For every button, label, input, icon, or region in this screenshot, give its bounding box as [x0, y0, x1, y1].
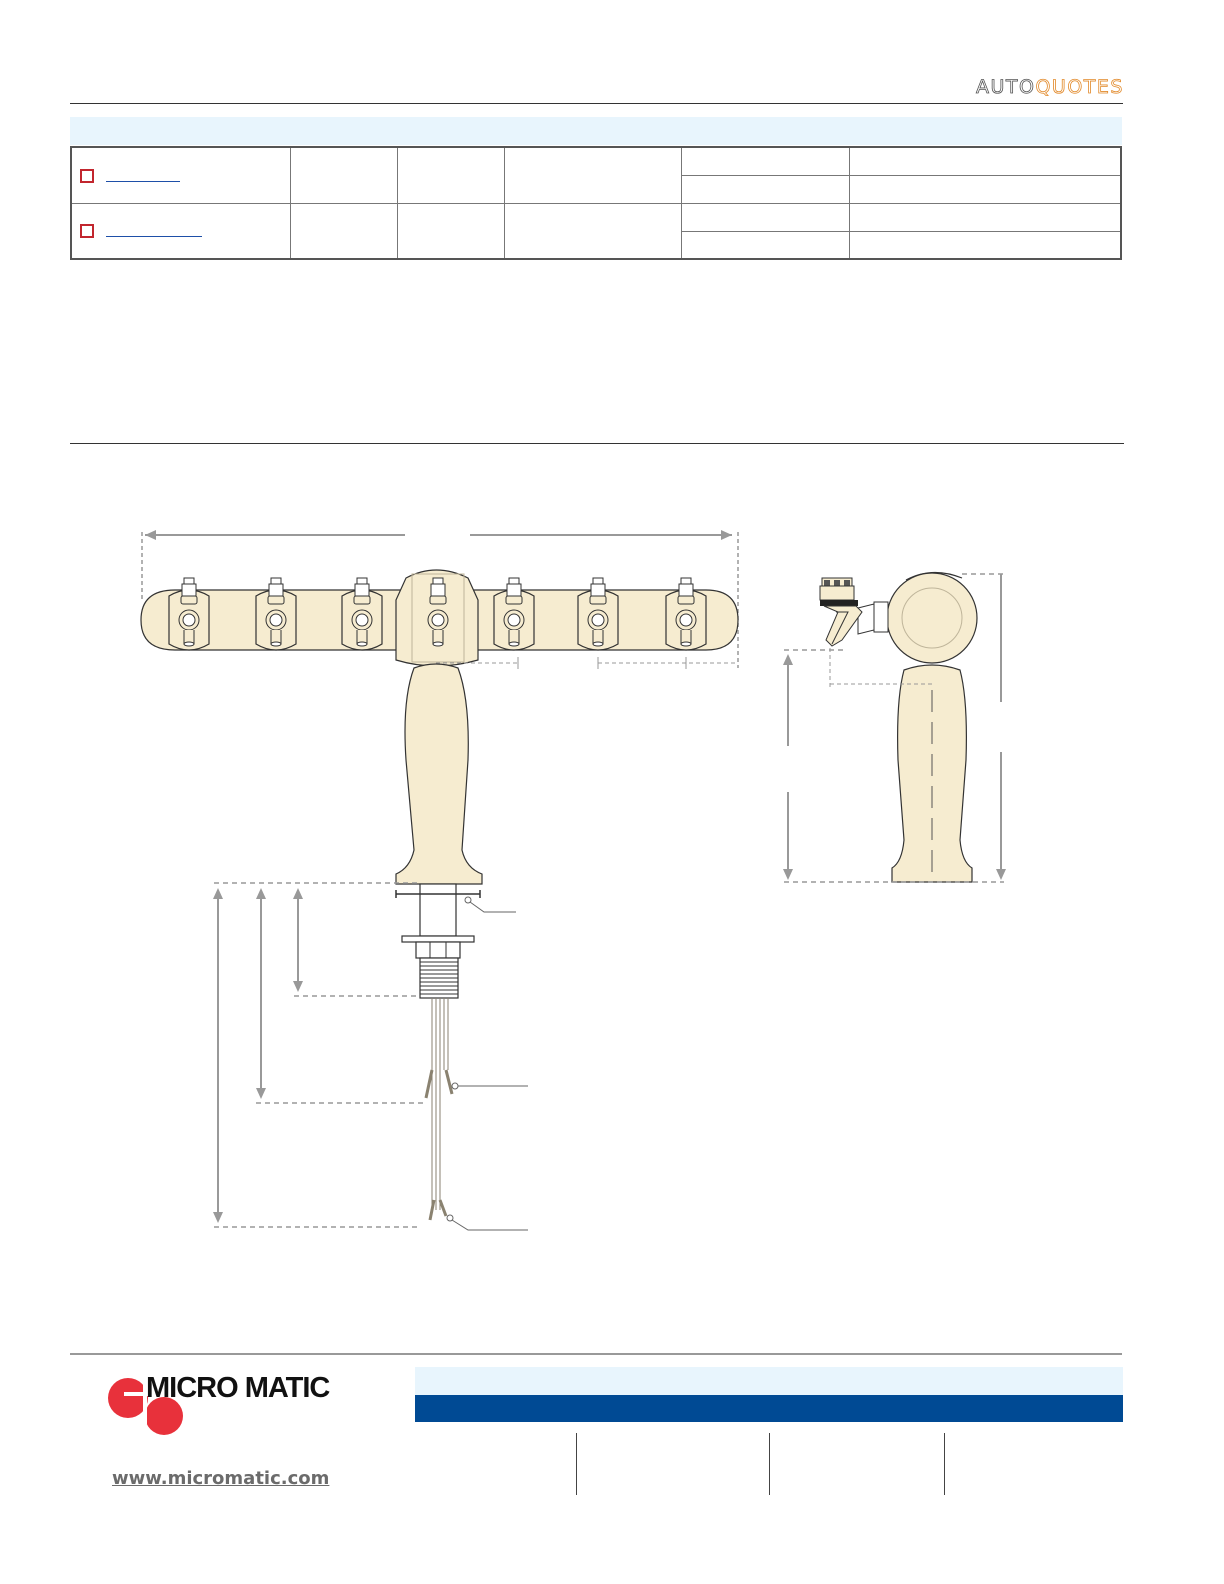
autoquotes-logo-part2: QUOTES: [1035, 76, 1124, 98]
footer-band-light: [415, 1367, 1123, 1395]
footer-band-dark: [415, 1395, 1123, 1422]
micro-matic-logo: MICRO MATIC: [146, 1372, 330, 1404]
side-view: [783, 572, 1006, 882]
footer-divider: [769, 1433, 770, 1495]
website-link[interactable]: www.micromatic.com: [112, 1468, 330, 1489]
autoquotes-logo-part1: AUTO: [976, 76, 1036, 98]
footer-divider: [944, 1433, 945, 1495]
footer-divider: [576, 1433, 577, 1495]
front-view: [141, 530, 738, 1230]
